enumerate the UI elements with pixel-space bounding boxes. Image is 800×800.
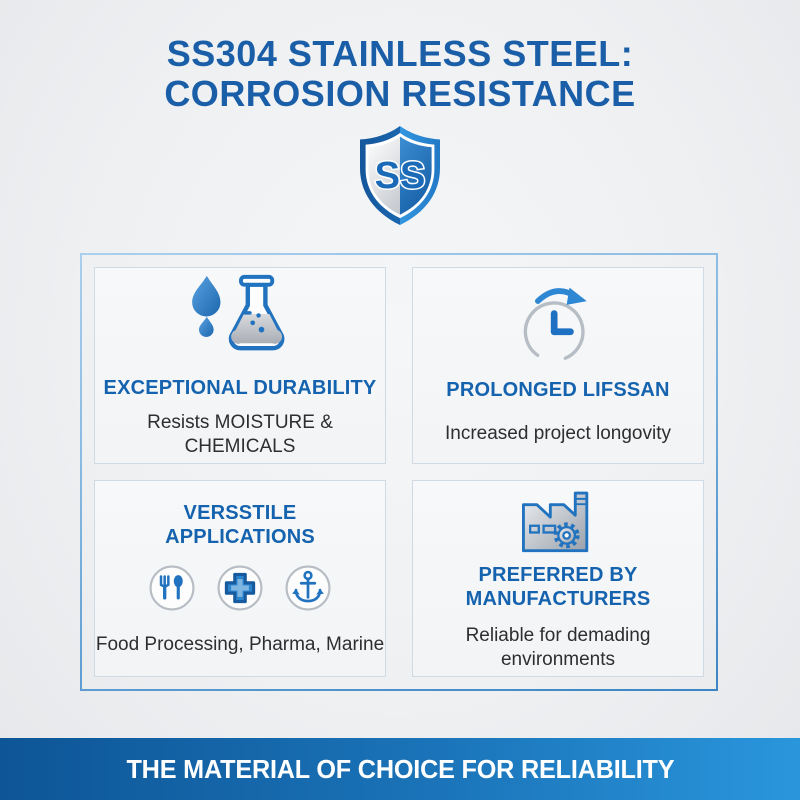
card-subtitle: Food Processing, Pharma, Marine bbox=[95, 633, 385, 655]
medical-cross-icon bbox=[217, 565, 263, 611]
card-exceptional-durability bbox=[94, 267, 386, 464]
card-subtitle: Resists MOISTURE & CHEMICALS bbox=[147, 412, 333, 457]
factory-icon bbox=[510, 485, 606, 555]
card-title: EXCEPTIONAL DURABILITY bbox=[103, 377, 377, 400]
water-drops-flask-icon bbox=[185, 272, 295, 356]
anchor-icon bbox=[285, 565, 331, 611]
card-title: VERSSTILE APPLICATIONS bbox=[165, 501, 315, 548]
card-subtitle: Increased project longovity bbox=[444, 422, 671, 444]
title-line-1: SS304 STAINLESS STEEL: bbox=[166, 33, 634, 74]
application-icons bbox=[149, 565, 331, 611]
card-preferred-by-manufacturers bbox=[412, 480, 704, 677]
footer-banner bbox=[0, 738, 800, 800]
feature-grid bbox=[80, 253, 718, 691]
logo-ss-text: SS bbox=[374, 155, 426, 197]
ss-shield-logo-icon bbox=[350, 124, 450, 227]
title-line-2: CORROSION RESISTANCE bbox=[164, 73, 636, 115]
clock-arrow-icon bbox=[512, 286, 604, 366]
card-title: PROLONGED LIFSSAN bbox=[446, 378, 670, 401]
card-versatile-applications bbox=[94, 480, 386, 677]
card-title: PREFERRED BY MANUFACTURERS bbox=[465, 564, 651, 611]
card-subtitle: Reliable for demading environments bbox=[465, 625, 651, 670]
footer-text: THE MATERIAL OF CHOICE FOR RELIABILITY bbox=[126, 753, 674, 784]
utensils-icon bbox=[149, 565, 195, 611]
page-title bbox=[0, 34, 800, 115]
card-prolonged-lifespan bbox=[412, 267, 704, 464]
